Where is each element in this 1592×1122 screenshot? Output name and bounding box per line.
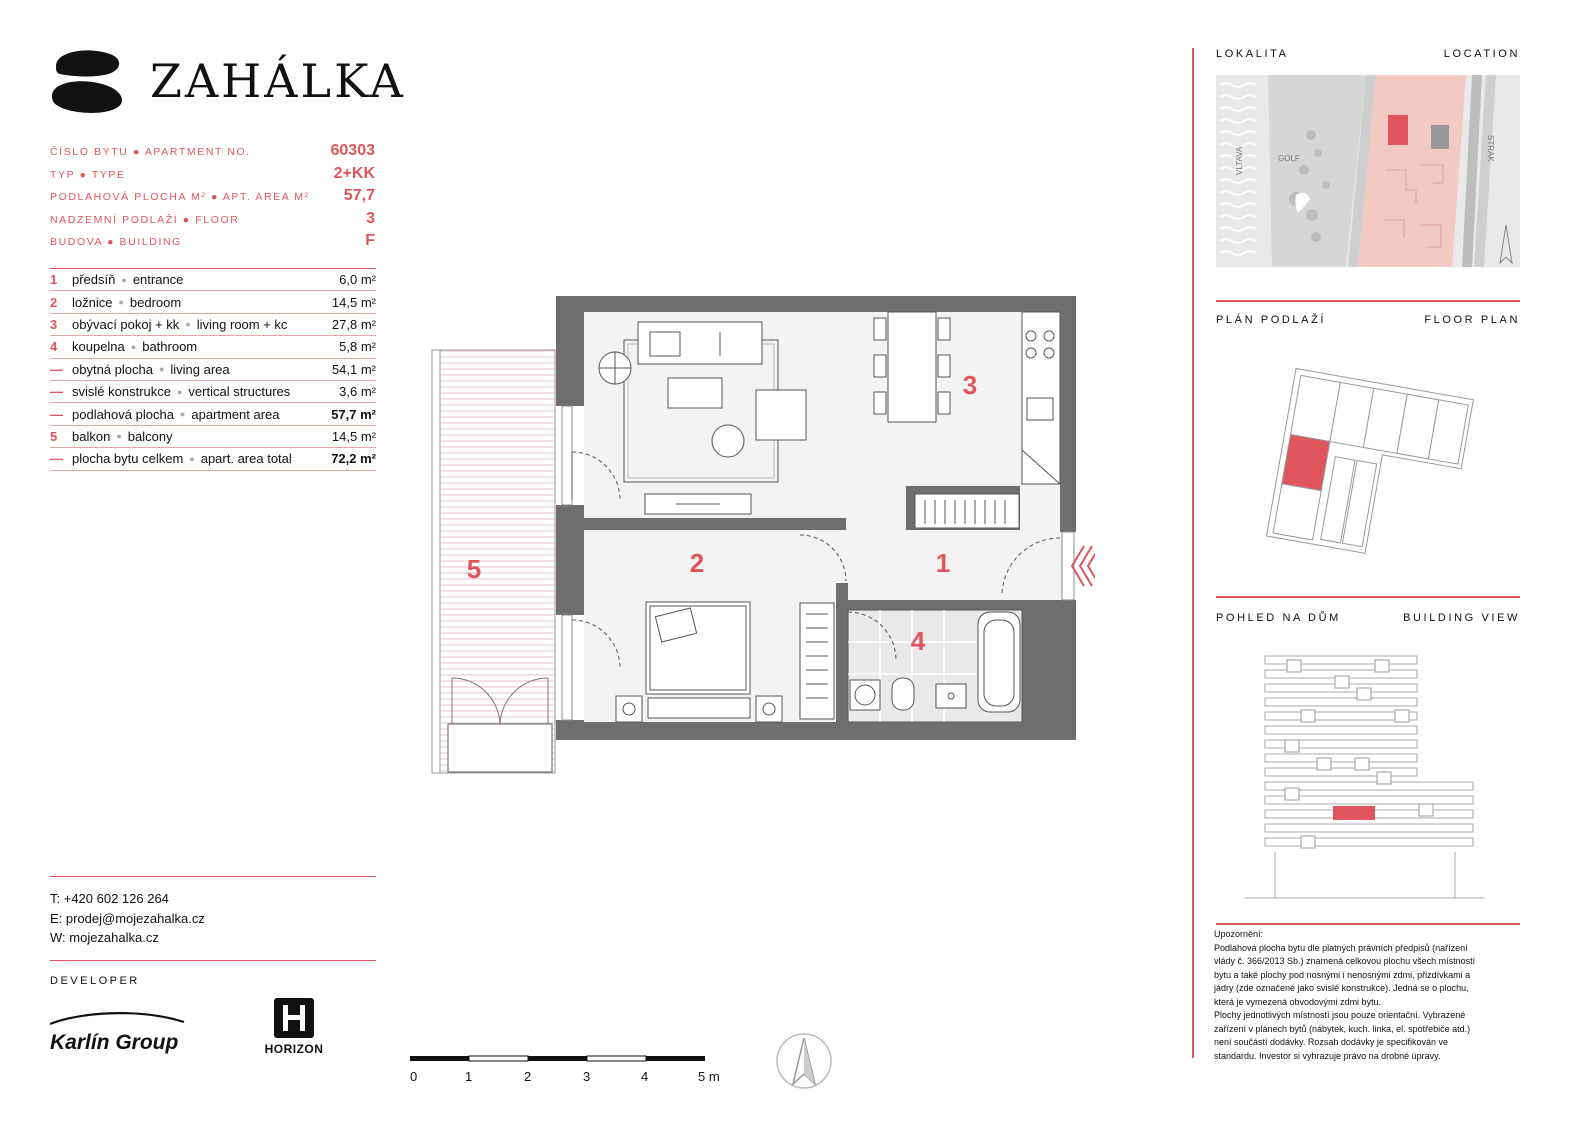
apt-value: 57,7: [343, 187, 375, 204]
notice-line: která je vymezená obvodovými zdmi bytu.: [1214, 996, 1382, 1007]
bullet-icon: ●: [130, 341, 137, 352]
apt-row: [50, 232, 375, 255]
building-view-diagram: [1245, 648, 1485, 900]
room-area: 27,8 m²: [331, 316, 376, 332]
room-area: 3,6 m²: [339, 384, 376, 400]
room-area: 72,2 m²: [331, 451, 376, 467]
apt-row: [50, 187, 375, 210]
bullet-icon: ●: [116, 431, 122, 442]
scale-label: 1: [465, 1069, 473, 1084]
room-label-3: 3: [962, 370, 978, 400]
horizon-h-icon: [274, 998, 314, 1038]
room-area: 5,8 m²: [339, 339, 376, 355]
room-name-en: vertical structures: [188, 384, 291, 400]
room-number: —: [50, 406, 63, 422]
bullet-icon: ●: [179, 409, 186, 420]
horizon-name: HORIZON: [264, 1042, 324, 1056]
room-number: 3: [50, 316, 58, 332]
notice-line: není součástí dodávky. Rozsah dodávky je specifikován ve: [1214, 1037, 1448, 1047]
apt-value: 3: [366, 209, 375, 227]
developer-label: DEVELOPER: [50, 975, 140, 987]
room-name-cz: podlahová plocha: [72, 406, 174, 422]
room-name-cz: obývací pokoj + kk: [72, 316, 180, 332]
karlin-swoosh-icon: [50, 1010, 186, 1026]
room-label-1: 1: [935, 548, 951, 578]
divider: [1216, 923, 1520, 925]
room-name-en: apart. area total: [200, 451, 292, 467]
bullet-icon: ●: [185, 319, 191, 330]
room-number: 4: [50, 339, 58, 355]
room-area: 14,5 m²: [331, 294, 376, 310]
room-label-5: 5: [466, 554, 482, 584]
karlin-group-name: Karlín Group: [50, 1031, 179, 1054]
notice-line: Podlahová plocha bytu dle platných právních předpisů (nařízení: [1214, 942, 1468, 953]
room-row: [50, 426, 376, 448]
apt-label: ČÍSLO BYTU ● APARTMENT NO.: [50, 146, 251, 158]
buildingview-label-en: BUILDING VIEW: [1403, 612, 1520, 624]
notice-line: Plochy jednotlivých místností jsou pouze orientační. Vybrazené: [1214, 1010, 1466, 1020]
room-table: [50, 268, 376, 471]
location-label-cz: LOKALITA: [1216, 48, 1289, 60]
scale-bar: [405, 1052, 735, 1088]
room-name-en: balcony: [127, 428, 173, 444]
map-label-road: STRAK: [1486, 135, 1495, 162]
location-label-en: LOCATION: [1443, 48, 1520, 60]
apt-row: [50, 165, 375, 188]
location-map: [1216, 75, 1520, 267]
notice-line: standardu. Investor si vyhrazuje právo na drobné úpravy.: [1214, 1050, 1441, 1061]
notice-line: vlády č. 366/2013 Sb.) znamená celkovou plochu všech místností: [1214, 956, 1476, 966]
room-name-cz: obytná plocha: [72, 361, 153, 377]
apt-value: 2+KK: [333, 164, 375, 182]
apartment-info: [50, 142, 375, 255]
map-label-golf: GOLF: [1278, 154, 1300, 163]
divider: [50, 960, 376, 961]
notice-line: jádry (zde označené jako svislé konstrukce). Jedná se o plochu,: [1214, 983, 1469, 993]
bullet-icon: ●: [189, 453, 195, 464]
bedroom-furniture: [616, 602, 834, 722]
apt-label: NADZEMNÍ PODLAŽÍ ● FLOOR: [50, 213, 240, 226]
contact-web: W: mojezahalka.cz: [50, 930, 159, 945]
room-area: 6,0 m²: [339, 272, 376, 288]
zahalka-logo-icon: [50, 48, 128, 114]
room-name-en: living room + kc: [196, 316, 288, 332]
room-name-en: entrance: [132, 272, 184, 288]
scale-label: 3: [583, 1069, 591, 1084]
buildingview-label-cz: POHLED NA DŮM: [1216, 612, 1341, 624]
room-row: [50, 314, 376, 336]
room-name-en: bedroom: [129, 294, 182, 310]
apt-label: TYP ● TYPE: [50, 168, 126, 181]
apt-row: [50, 142, 375, 165]
brand-name: ZAHÁLKA: [150, 54, 406, 108]
bullet-icon: ●: [176, 386, 183, 397]
bathroom-fixtures: [848, 610, 1022, 722]
room-row: [50, 291, 376, 313]
room-number: —: [50, 361, 63, 377]
apt-label: PODLAHOVÁ PLOCHA M² ● APT. AREA M²: [50, 191, 310, 203]
room-area: 14,5 m²: [331, 428, 376, 444]
room-name-cz: plocha bytu celkem: [72, 451, 184, 467]
room-area: 57,7 m²: [331, 406, 376, 422]
dining-table: [874, 312, 950, 422]
room-name-cz: ložnice: [72, 294, 113, 310]
contact-block: [50, 876, 376, 948]
room-number: —: [50, 384, 63, 400]
room-number: —: [50, 451, 63, 467]
room-row: [50, 336, 376, 358]
notice-line: zařízení v plánech bytů (nábytek, kuch. linka, el. spotřebiče atd.): [1214, 1023, 1471, 1034]
floor-plan-mini: [1240, 362, 1490, 572]
location-heading: [1216, 48, 1520, 60]
scale-label: 5 m: [698, 1069, 720, 1084]
karlin-group-logo: [50, 1010, 186, 1055]
floorplan-label-cz: PLÁN PODLAŽÍ: [1216, 314, 1327, 326]
room-name-cz: balkon: [72, 428, 111, 444]
apt-value: 60303: [330, 142, 375, 159]
scale-label: 4: [641, 1069, 649, 1084]
room-number: 1: [50, 272, 58, 288]
room-area: 54,1 m²: [331, 361, 376, 377]
room-row: [50, 381, 376, 403]
scale-label: 0: [410, 1069, 418, 1084]
divider: [1216, 596, 1520, 598]
room-name-en: bathroom: [142, 339, 198, 355]
room-label-4: 4: [910, 626, 926, 656]
kitchen: [1022, 312, 1060, 484]
bullet-icon: ●: [118, 297, 124, 308]
building-view-heading: [1216, 612, 1520, 624]
map-label-river: VLTAVA: [1235, 146, 1244, 175]
bullet-icon: ●: [121, 274, 127, 285]
room-row: [50, 448, 376, 470]
room-name-cz: předsíň: [72, 272, 116, 288]
notice-line: bytu a také plochy pod nosnými i nenosnými zdmi, přizdívkami a: [1214, 969, 1471, 980]
notice: [1214, 928, 1518, 1063]
apt-label: BUDOVA ● BUILDING: [50, 236, 182, 248]
room-row: [50, 269, 376, 291]
balcony: [432, 350, 555, 773]
north-arrow-icon: [775, 1030, 833, 1092]
room-row: [50, 359, 376, 381]
bullet-icon: ●: [158, 364, 165, 375]
divider: [1216, 300, 1520, 302]
right-column-divider: [1192, 48, 1194, 1058]
apartment-floor-plan: [415, 285, 1095, 785]
horizon-logo: [262, 998, 326, 1056]
floorplan-label-en: FLOOR PLAN: [1424, 314, 1520, 326]
room-name-cz: svislé konstrukce: [72, 384, 171, 400]
notice-title: Upozornění:: [1214, 929, 1264, 939]
room-number: 2: [50, 294, 58, 310]
room-name-en: apartment area: [191, 406, 280, 422]
contact-phone: T: +420 602 126 264: [50, 891, 169, 906]
brand: [50, 48, 406, 114]
room-label-2: 2: [689, 548, 705, 578]
apt-value: F: [365, 232, 375, 249]
scale-label: 2: [524, 1069, 532, 1084]
room-number: 5: [50, 428, 58, 444]
floor-plan-heading: [1216, 314, 1520, 326]
apt-row: [50, 210, 375, 233]
room-row: [50, 403, 376, 425]
room-name-en: living area: [170, 361, 230, 377]
contact-email: E: prodej@mojezahalka.cz: [50, 910, 205, 926]
entrance-arrow-icon: [1072, 546, 1095, 586]
wardrobe: [915, 494, 1019, 528]
room-name-cz: koupelna: [72, 339, 125, 355]
